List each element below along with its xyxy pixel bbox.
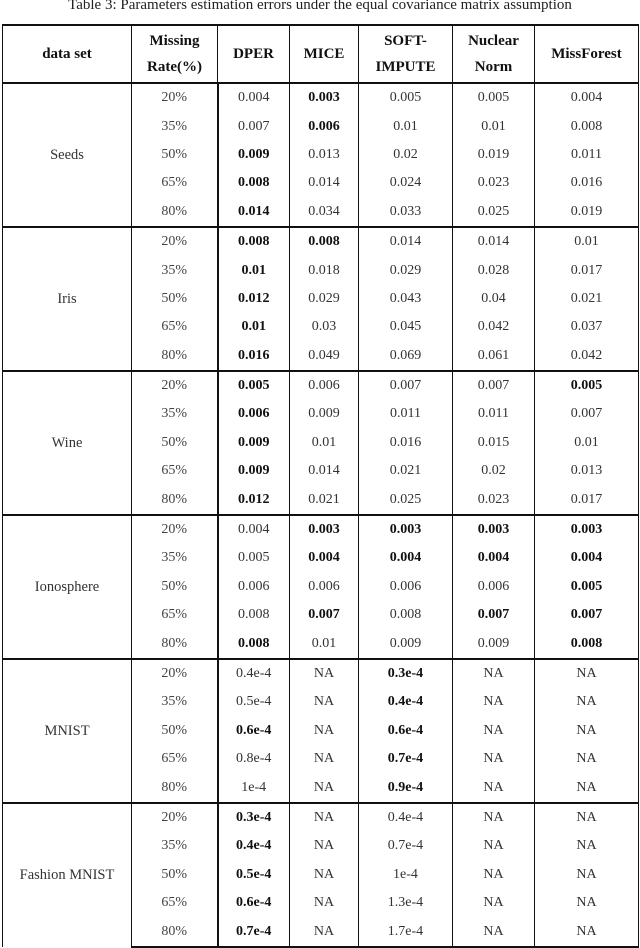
missing-rate-cell: 65%: [132, 457, 218, 485]
soft-impute-value-cell: 0.4e-4: [359, 803, 453, 832]
missing-rate-cell: 50%: [132, 717, 218, 745]
nuclear-norm-value-cell: NA: [453, 803, 535, 832]
nuclear-norm-value-cell: NA: [453, 861, 535, 889]
missforest-value-cell: 0.013: [535, 457, 639, 485]
dper-value-cell: 0.5e-4: [218, 688, 290, 716]
header-label: Missing: [149, 33, 200, 49]
mice-value-cell: 0.03: [290, 313, 359, 341]
soft-impute-value-cell: 0.025: [359, 485, 453, 514]
missforest-value-cell: 0.011: [535, 141, 639, 169]
dper-value-cell: 0.007: [218, 112, 290, 140]
missing-rate-cell: 20%: [132, 83, 218, 112]
nuclear-norm-value-cell: 0.003: [453, 515, 535, 544]
soft-impute-value-cell: 0.004: [359, 544, 453, 572]
missforest-value-cell: 0.019: [535, 198, 639, 227]
mice-value-cell: 0.014: [290, 457, 359, 485]
mice-value-cell: 0.003: [290, 83, 359, 112]
soft-impute-value-cell: 0.016: [359, 429, 453, 457]
soft-impute-value-cell: 0.043: [359, 285, 453, 313]
dper-value-cell: 0.6e-4: [218, 889, 290, 917]
soft-impute-value-cell: 0.006: [359, 573, 453, 601]
nuclear-norm-value-cell: NA: [453, 717, 535, 745]
soft-impute-value-cell: 0.3e-4: [359, 659, 453, 688]
missing-rate-cell: 65%: [132, 601, 218, 629]
table-row: [3, 803, 639, 832]
soft-impute-value-cell: 0.011: [359, 400, 453, 428]
missing-rate-cell: 65%: [132, 745, 218, 773]
mice-value-cell: NA: [290, 745, 359, 773]
dper-value-cell: 0.005: [218, 544, 290, 572]
mice-value-cell: 0.014: [290, 169, 359, 197]
header-label: Nuclear: [468, 33, 519, 49]
missforest-value-cell: NA: [535, 889, 639, 917]
soft-impute-value-cell: 0.033: [359, 198, 453, 227]
nuclear-norm-value-cell: 0.023: [453, 169, 535, 197]
header-missing-rate: [132, 25, 218, 83]
dper-value-cell: 0.009: [218, 141, 290, 169]
mice-value-cell: 0.018: [290, 256, 359, 284]
missforest-value-cell: 0.008: [535, 112, 639, 140]
soft-impute-value-cell: 0.005: [359, 83, 453, 112]
missforest-value-cell: NA: [535, 803, 639, 832]
mice-value-cell: 0.003: [290, 515, 359, 544]
missforest-value-cell: 0.017: [535, 485, 639, 514]
missforest-value-cell: NA: [535, 717, 639, 745]
missing-rate-cell: 65%: [132, 313, 218, 341]
nuclear-norm-value-cell: NA: [453, 745, 535, 773]
dper-value-cell: 0.01: [218, 313, 290, 341]
dataset-name-cell: Fashion MNIST: [3, 803, 132, 947]
mice-value-cell: 0.008: [290, 227, 359, 256]
missing-rate-cell: 35%: [132, 688, 218, 716]
nuclear-norm-value-cell: 0.011: [453, 400, 535, 428]
dper-value-cell: 0.4e-4: [218, 832, 290, 860]
nuclear-norm-value-cell: 0.009: [453, 629, 535, 658]
nuclear-norm-value-cell: 0.023: [453, 485, 535, 514]
header-label: MICE: [303, 46, 345, 62]
dper-value-cell: 0.005: [218, 371, 290, 400]
missforest-value-cell: 0.01: [535, 227, 639, 256]
missforest-value-cell: NA: [535, 917, 639, 946]
soft-impute-value-cell: 0.7e-4: [359, 832, 453, 860]
nuclear-norm-value-cell: 0.025: [453, 198, 535, 227]
dper-value-cell: 0.009: [218, 457, 290, 485]
missforest-value-cell: 0.007: [535, 400, 639, 428]
header-label: IMPUTE: [375, 59, 436, 75]
dper-value-cell: 0.004: [218, 515, 290, 544]
missing-rate-cell: 20%: [132, 227, 218, 256]
nuclear-norm-value-cell: 0.028: [453, 256, 535, 284]
table-caption: Table 3: Parameters estimation errors under the equal covariance matrix assumption: [68, 0, 572, 13]
mice-value-cell: 0.01: [290, 429, 359, 457]
missforest-value-cell: NA: [535, 773, 639, 802]
mice-value-cell: 0.004: [290, 544, 359, 572]
missforest-value-cell: 0.016: [535, 169, 639, 197]
header-nuclear-norm: [453, 25, 535, 83]
dper-value-cell: 0.004: [218, 83, 290, 112]
missing-rate-cell: 35%: [132, 832, 218, 860]
dper-value-cell: 0.4e-4: [218, 659, 290, 688]
missforest-value-cell: 0.017: [535, 256, 639, 284]
dper-value-cell: 0.012: [218, 285, 290, 313]
dper-value-cell: 0.006: [218, 573, 290, 601]
nuclear-norm-value-cell: NA: [453, 832, 535, 860]
header-label: Norm: [474, 59, 513, 75]
nuclear-norm-value-cell: NA: [453, 688, 535, 716]
soft-impute-value-cell: 0.007: [359, 371, 453, 400]
soft-impute-value-cell: 0.069: [359, 342, 453, 371]
dataset-name-cell: Iris: [3, 227, 132, 371]
soft-impute-value-cell: 0.014: [359, 227, 453, 256]
nuclear-norm-value-cell: 0.015: [453, 429, 535, 457]
missforest-value-cell: 0.008: [535, 629, 639, 658]
soft-impute-value-cell: 0.003: [359, 515, 453, 544]
nuclear-norm-value-cell: 0.005: [453, 83, 535, 112]
missforest-value-cell: 0.037: [535, 313, 639, 341]
soft-impute-value-cell: 0.024: [359, 169, 453, 197]
missing-rate-cell: 50%: [132, 141, 218, 169]
missing-rate-cell: 80%: [132, 773, 218, 802]
missing-rate-cell: 35%: [132, 112, 218, 140]
mice-value-cell: 0.013: [290, 141, 359, 169]
dper-value-cell: 0.5e-4: [218, 861, 290, 889]
dper-value-cell: 0.006: [218, 400, 290, 428]
missforest-value-cell: 0.004: [535, 544, 639, 572]
table-header: [3, 25, 639, 83]
mice-value-cell: 0.006: [290, 112, 359, 140]
header-row: [3, 25, 639, 83]
table-row: [3, 227, 639, 256]
mice-value-cell: 0.049: [290, 342, 359, 371]
missing-rate-cell: 50%: [132, 861, 218, 889]
mice-value-cell: 0.006: [290, 371, 359, 400]
header-soft-impute: [359, 25, 453, 83]
dper-value-cell: 1e-4: [218, 773, 290, 802]
missforest-value-cell: 0.01: [535, 429, 639, 457]
missing-rate-cell: 80%: [132, 198, 218, 227]
soft-impute-value-cell: 0.7e-4: [359, 745, 453, 773]
missing-rate-cell: 20%: [132, 515, 218, 544]
nuclear-norm-value-cell: NA: [453, 773, 535, 802]
missing-rate-cell: 80%: [132, 342, 218, 371]
mice-value-cell: NA: [290, 803, 359, 832]
nuclear-norm-value-cell: 0.006: [453, 573, 535, 601]
header-label: Rate(%): [147, 59, 202, 75]
mice-value-cell: NA: [290, 717, 359, 745]
soft-impute-value-cell: 0.021: [359, 457, 453, 485]
missing-rate-cell: 80%: [132, 629, 218, 658]
mice-value-cell: NA: [290, 861, 359, 889]
missing-rate-cell: 80%: [132, 485, 218, 514]
nuclear-norm-value-cell: 0.019: [453, 141, 535, 169]
mice-value-cell: NA: [290, 773, 359, 802]
dper-value-cell: 0.01: [218, 256, 290, 284]
soft-impute-value-cell: 0.6e-4: [359, 717, 453, 745]
header-missforest: [535, 25, 639, 83]
results-table: [2, 24, 639, 948]
mice-value-cell: 0.034: [290, 198, 359, 227]
dper-value-cell: 0.012: [218, 485, 290, 514]
mice-value-cell: 0.009: [290, 400, 359, 428]
soft-impute-value-cell: 1e-4: [359, 861, 453, 889]
nuclear-norm-value-cell: 0.007: [453, 371, 535, 400]
dper-value-cell: 0.009: [218, 429, 290, 457]
header-label: data set: [42, 46, 92, 62]
dper-value-cell: 0.8e-4: [218, 745, 290, 773]
missing-rate-cell: 20%: [132, 803, 218, 832]
missing-rate-cell: 20%: [132, 371, 218, 400]
missforest-value-cell: 0.007: [535, 601, 639, 629]
header-dper: [218, 25, 290, 83]
missforest-value-cell: NA: [535, 861, 639, 889]
mice-value-cell: 0.01: [290, 629, 359, 658]
table-body: [3, 83, 639, 947]
header-mice: [290, 25, 359, 83]
mice-value-cell: 0.007: [290, 601, 359, 629]
dper-value-cell: 0.7e-4: [218, 917, 290, 946]
soft-impute-value-cell: 0.008: [359, 601, 453, 629]
nuclear-norm-value-cell: 0.004: [453, 544, 535, 572]
nuclear-norm-value-cell: 0.007: [453, 601, 535, 629]
missing-rate-cell: 35%: [132, 400, 218, 428]
missforest-value-cell: 0.005: [535, 573, 639, 601]
nuclear-norm-value-cell: 0.014: [453, 227, 535, 256]
nuclear-norm-value-cell: 0.061: [453, 342, 535, 371]
missing-rate-cell: 65%: [132, 889, 218, 917]
nuclear-norm-value-cell: 0.042: [453, 313, 535, 341]
soft-impute-value-cell: 0.029: [359, 256, 453, 284]
soft-impute-value-cell: 0.02: [359, 141, 453, 169]
missing-rate-cell: 50%: [132, 429, 218, 457]
soft-impute-value-cell: 0.045: [359, 313, 453, 341]
missforest-value-cell: 0.021: [535, 285, 639, 313]
missing-rate-cell: 20%: [132, 659, 218, 688]
missforest-value-cell: NA: [535, 659, 639, 688]
mice-value-cell: NA: [290, 917, 359, 946]
header-label: MissForest: [551, 46, 622, 62]
missing-rate-cell: 50%: [132, 285, 218, 313]
soft-impute-value-cell: 0.4e-4: [359, 688, 453, 716]
dper-value-cell: 0.008: [218, 227, 290, 256]
missing-rate-cell: 50%: [132, 573, 218, 601]
header-data-set: [3, 25, 132, 83]
soft-impute-value-cell: 1.7e-4: [359, 917, 453, 946]
table-row: [3, 83, 639, 112]
missforest-value-cell: 0.042: [535, 342, 639, 371]
dper-value-cell: 0.008: [218, 601, 290, 629]
soft-impute-value-cell: 0.009: [359, 629, 453, 658]
dataset-name-cell: Ionosphere: [3, 515, 132, 659]
nuclear-norm-value-cell: NA: [453, 917, 535, 946]
dataset-name-cell: Wine: [3, 371, 132, 515]
dper-value-cell: 0.6e-4: [218, 717, 290, 745]
missing-rate-cell: 80%: [132, 917, 218, 946]
mice-value-cell: 0.029: [290, 285, 359, 313]
missforest-value-cell: NA: [535, 688, 639, 716]
nuclear-norm-value-cell: NA: [453, 659, 535, 688]
soft-impute-value-cell: 0.01: [359, 112, 453, 140]
missforest-value-cell: NA: [535, 832, 639, 860]
dataset-name-cell: Seeds: [3, 83, 132, 227]
missing-rate-cell: 35%: [132, 256, 218, 284]
mice-value-cell: NA: [290, 832, 359, 860]
missing-rate-cell: 65%: [132, 169, 218, 197]
table-row: [3, 659, 639, 688]
missing-rate-cell: 35%: [132, 544, 218, 572]
mice-value-cell: 0.006: [290, 573, 359, 601]
soft-impute-value-cell: 0.9e-4: [359, 773, 453, 802]
mice-value-cell: NA: [290, 889, 359, 917]
mice-value-cell: NA: [290, 688, 359, 716]
header-label: SOFT-: [384, 33, 427, 49]
nuclear-norm-value-cell: 0.02: [453, 457, 535, 485]
dataset-name-cell: MNIST: [3, 659, 132, 803]
dper-value-cell: 0.008: [218, 629, 290, 658]
soft-impute-value-cell: 1.3e-4: [359, 889, 453, 917]
nuclear-norm-value-cell: 0.04: [453, 285, 535, 313]
missforest-value-cell: 0.005: [535, 371, 639, 400]
dper-value-cell: 0.008: [218, 169, 290, 197]
mice-value-cell: 0.021: [290, 485, 359, 514]
table-row: [3, 515, 639, 544]
table-row: [3, 371, 639, 400]
nuclear-norm-value-cell: NA: [453, 889, 535, 917]
dper-value-cell: 0.014: [218, 198, 290, 227]
dper-value-cell: 0.3e-4: [218, 803, 290, 832]
nuclear-norm-value-cell: 0.01: [453, 112, 535, 140]
header-label: DPER: [233, 46, 274, 62]
missforest-value-cell: 0.004: [535, 83, 639, 112]
missforest-value-cell: NA: [535, 745, 639, 773]
dper-value-cell: 0.016: [218, 342, 290, 371]
mice-value-cell: NA: [290, 659, 359, 688]
missforest-value-cell: 0.003: [535, 515, 639, 544]
